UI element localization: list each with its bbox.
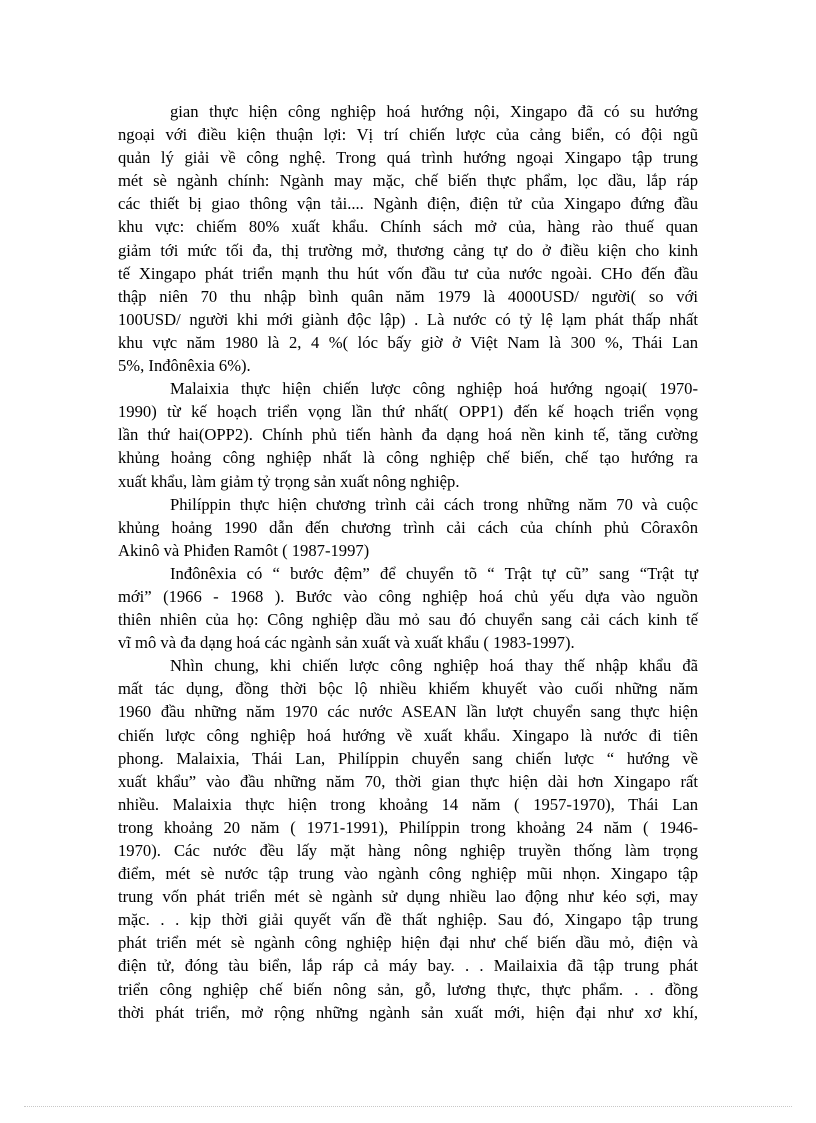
text-line: khu vực năm 1980 là 2, 4 %( lóc bấy giờ ở Việt Nam là 300 %, Thái Lan bbox=[118, 332, 698, 352]
text-line: xuất khẩu” vào đầu những năm 70, thời gian thực hiện dài hơn Xingapo rất bbox=[118, 771, 698, 791]
text-line: lần thứ hai(OPP2). Chính phủ tiến hành đa dạng hoá nền kinh tế, tăng cường bbox=[118, 425, 698, 445]
text-line: Nhìn chung, khi chiến lược công nghiệp hoá thay thế nhập khẩu đã bbox=[170, 656, 698, 676]
page-bottom-divider bbox=[24, 1106, 792, 1107]
text-line: phong. Malaixia, Thái Lan, Philíppin chuyển sang chiến lược “ hướng về bbox=[118, 748, 698, 768]
text-line: gian thực hiện công nghiệp hoá hướng nội, Xingapo đã có su hướng bbox=[170, 102, 698, 121]
text-line: các thiết bị giao thông vận tải.... Ngành điện, điện tử của Xingapo đứng đầu bbox=[118, 194, 698, 214]
text-line: mới” (1966 - 1968 ). Bước vào công nghiệp hoá chủ yếu dựa vào nguồn bbox=[118, 586, 698, 606]
text-line: nhiều. Malaixia thực hiện trong khoảng 14 năm ( 1957-1970), Thái Lan bbox=[118, 794, 698, 814]
text-line: Inđônêxia có “ bước đệm” để chuyển tõ “ Trật tự cũ” sang “Trật tự bbox=[170, 563, 698, 583]
text-line: trong khoảng 20 năm ( 1971-1991), Philíppin trong khoảng 24 năm ( 1946- bbox=[118, 817, 698, 837]
text-line: Philíppin thực hiện chương trình cải cách trong những năm 70 và cuộc bbox=[170, 494, 698, 514]
text-line: 1970). Các nước đều lấy mặt hàng nông nghiệp truyền thống làm trọng bbox=[118, 841, 698, 860]
text-line: trung vốn phát triển mét sè ngành sử dụng nhiều lao động như kéo sợi, may bbox=[118, 887, 698, 907]
text-line: mặc. . . kịp thời giải quyết vấn đề thất nghiệp. Sau đó, Xingapo tập trung bbox=[118, 910, 698, 930]
text-line: 1960 đầu những năm 1970 các nước ASEAN lần lượt chuyển sang thực hiện bbox=[118, 702, 698, 722]
text-line: phát triển mét sè ngành công nghiệp hiện đại như chế biến dầu mỏ, điện và bbox=[118, 933, 698, 953]
text-line: mét sè ngành chính: Ngành may mặc, chế biến thực phẩm, lọc dầu, lắp ráp bbox=[118, 171, 698, 191]
text-line: điện tử, đóng tàu biển, lắp ráp cả máy bay. . . Mailaixia đã tập trung phát bbox=[118, 956, 698, 976]
text-line: tế Xingapo phát triển mạnh thu hút vốn đầu tư của nước ngoài. CHo đến đầu bbox=[118, 263, 698, 283]
text-line: quản lý giải về công nghệ. Trong quá trình hướng ngoại Xingapo tập trung bbox=[118, 148, 698, 168]
body-text bbox=[118, 100, 698, 1024]
text-line: 1990) từ kế hoạch triển vọng lần thứ nhất( OPP1) đến kế hoạch triển vọng bbox=[118, 402, 698, 422]
text-line: chiến lược công nghiệp hoá hướng về xuất khẩu. Xingapo là nước đi tiên bbox=[118, 725, 698, 745]
text-line: 5%, Inđônêxia 6%). bbox=[118, 356, 251, 376]
text-line: điểm, mét sè nước tập trung vào ngành công nghiệp mũi nhọn. Xingapo tập bbox=[118, 864, 698, 884]
text-line: 100USD/ người khi mới giành độc lập) . Là nước có tỷ lệ lạm phát thấp nhất bbox=[118, 309, 698, 329]
text-line: vĩ mô và đa dạng hoá các ngành sản xuất và xuất khẩu ( 1983-1997). bbox=[118, 633, 575, 653]
text-line: khu vực: chiếm 80% xuất khẩu. Chính sách mở của, hàng rào thuế quan bbox=[118, 217, 698, 237]
text-line: triển công nghiệp chế biến nông sản, gỗ, lương thực, thực phẩm. . . đồng bbox=[118, 979, 698, 999]
text-line: Akinô và Phiđen Ramôt ( 1987-1997) bbox=[118, 540, 370, 560]
text-line: khủng hoảng công nghiệp nhất là công nghiệp chế biến, chế tạo hướng ra bbox=[118, 448, 698, 468]
text-line: xuất khẩu, làm giảm tỷ trọng sản xuất nông nghiệp. bbox=[118, 471, 460, 491]
text-line: khủng hoảng 1990 dẫn đến chương trình cải cách của chính phủ Côraxôn bbox=[118, 517, 698, 537]
text-line: mất tác dụng, đồng thời bộc lộ nhiều khiếm khuyết vào cuối những năm bbox=[118, 679, 698, 699]
text-line: ngoại với điều kiện thuận lợi: Vị trí chiến lược của cảng biển, có đội ngũ bbox=[118, 125, 698, 145]
text-line: giảm tới mức tối đa, thị trường mở, thương cảng tự do ở điều kiện cho kinh bbox=[118, 240, 698, 260]
text-line: thời phát triển, mở rộng những ngành sản xuất mới, hiện đại như xơ khí, bbox=[118, 1002, 698, 1022]
text-line: thiên nhiên của họ: Công nghiệp dầu mỏ sau đó chuyển sang cải cách kinh tế bbox=[118, 610, 698, 630]
text-line: thập niên 70 thu nhập bình quân năm 1979 là 4000USD/ người( so với bbox=[118, 286, 698, 306]
text-line: Malaixia thực hiện chiến lược công nghiệp hoá hướng ngoại( 1970- bbox=[170, 379, 698, 399]
